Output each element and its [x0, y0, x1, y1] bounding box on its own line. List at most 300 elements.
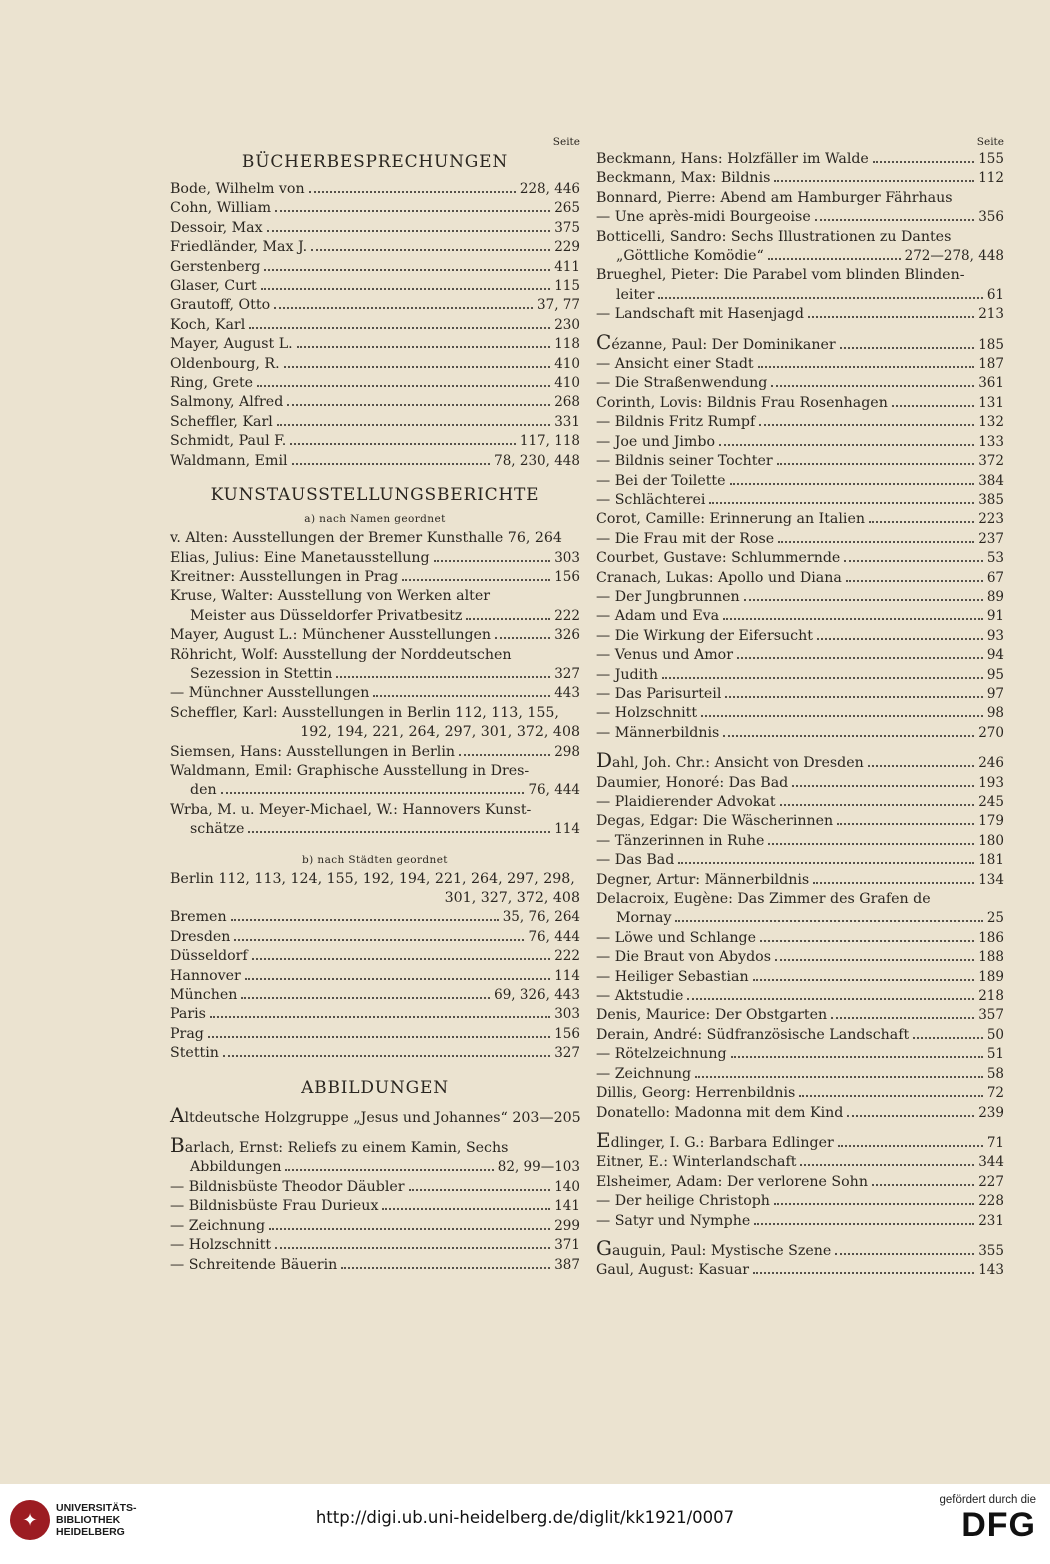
index-entry — [596, 1235, 1004, 1261]
entry-label: — Die Straßenwendung — [596, 375, 768, 392]
funder-block[interactable] — [939, 1494, 1036, 1544]
entry-pages: 114 — [554, 821, 580, 838]
dot-leader — [723, 618, 983, 620]
entry-pages: 357 — [978, 1007, 1004, 1024]
dot-leader — [495, 637, 550, 639]
entry-pages: 180 — [978, 832, 1004, 849]
dot-leader — [459, 754, 550, 756]
dot-leader — [287, 404, 550, 406]
entry-pages: 222 — [554, 948, 580, 965]
entry-pages: 410 — [554, 355, 580, 372]
index-entry — [596, 748, 1004, 773]
entry-pages: 298 — [554, 743, 580, 760]
entry-label: schätze — [190, 821, 245, 838]
entry-label: Waldmann, Emil: Graphische Ausstellung in Dres- — [170, 762, 530, 779]
entry-label: Corinth, Lovis: Bildnis Frau Rosenhagen — [596, 394, 888, 411]
dot-leader — [210, 1016, 550, 1018]
entry-pages: 93 — [986, 627, 1004, 644]
section-spacer — [170, 1064, 580, 1074]
entry-pages: 229 — [554, 239, 580, 256]
index-entry — [596, 1212, 1004, 1231]
dot-leader — [913, 1037, 983, 1039]
index-entry — [596, 189, 1004, 208]
dot-leader — [838, 1145, 983, 1147]
index-entry — [170, 928, 580, 947]
entry-pages: 35, 76, 264 — [502, 909, 580, 926]
entry-pages: 140 — [554, 1178, 580, 1195]
index-entry — [596, 329, 1004, 355]
index-entry — [596, 948, 1004, 967]
entry-pages: 387 — [554, 1256, 580, 1273]
section-spacer — [170, 840, 580, 850]
entry-label: Edlinger, I. G.: Barbara Edlinger — [596, 1127, 834, 1152]
index-entry — [596, 510, 1004, 529]
entry-label: — Münchner Ausstellungen — [170, 685, 370, 702]
entry-label: Corot, Camille: Erinnerung an Italien — [596, 511, 865, 528]
entry-label: Denis, Maurice: Der Obstgarten — [596, 1007, 828, 1024]
entry-label: Bode, Wilhelm von — [170, 181, 305, 197]
index-entry — [596, 1006, 1004, 1025]
seite-label: Seite — [976, 136, 1004, 148]
entry-label: — Joe und Jimbo — [596, 433, 716, 450]
index-entry — [596, 627, 1004, 646]
entry-label: Gerstenberg — [170, 258, 261, 275]
section-subheading: b) nach Städten geordnet — [302, 853, 448, 866]
dot-leader — [402, 579, 550, 581]
entry-label: v. Alten: Ausstellungen der Bremer Kunsthalle 76, 264 — [170, 530, 562, 547]
entry-pages: 91 — [986, 608, 1004, 625]
dot-leader — [208, 1036, 550, 1038]
entry-label: — Bei der Toilette — [596, 472, 726, 489]
entry-pages: 239 — [978, 1104, 1004, 1121]
index-entry — [596, 530, 1004, 549]
entry-pages: 303 — [554, 1006, 580, 1023]
dot-leader — [309, 191, 516, 193]
entry-label: Salmony, Alfred — [170, 394, 284, 411]
index-entry — [596, 890, 1004, 909]
dot-leader — [701, 715, 983, 717]
entry-label: — Die Frau mit der Rose — [596, 530, 775, 547]
entry-pages: 303 — [554, 549, 580, 566]
library-name: UNIVERSITÄTS- BIBLIOTHEK HEIDELBERG — [56, 1502, 137, 1538]
entry-label: Grautoff, Otto — [170, 297, 271, 314]
entry-pages: 355 — [978, 1242, 1004, 1259]
entry-pages: 246 — [978, 755, 1004, 772]
index-entry — [596, 1065, 1004, 1084]
entry-label: Wrba, M. u. Meyer-Michael, W.: Hannovers Kunst- — [170, 801, 532, 818]
dot-leader — [249, 327, 550, 329]
entry-label: Paris — [170, 1006, 206, 1023]
entry-pages: 361 — [978, 375, 1004, 392]
dot-leader — [768, 843, 974, 845]
index-entry — [170, 870, 580, 889]
entry-pages: 443 — [554, 685, 580, 702]
dot-leader — [284, 366, 551, 368]
entry-pages: 131 — [978, 394, 1004, 411]
entry-label: Röhricht, Wolf: Ausstellung der Norddeutschen — [170, 646, 512, 663]
entry-label: Gauguin, Paul: Mystische Szene — [596, 1235, 832, 1260]
entry-label: Beckmann, Max: Bildnis — [596, 170, 771, 187]
permalink-url[interactable]: http://digi.ub.uni-heidelberg.de/diglit/kk1921/0007 — [315, 1508, 735, 1527]
entry-pages: 37, 77 — [537, 297, 580, 314]
index-entry — [170, 258, 580, 277]
entry-label: — Das Parisurteil — [596, 685, 722, 702]
entry-pages: 118 — [554, 336, 580, 353]
index-entry — [170, 646, 580, 665]
entry-pages: 76, 444 — [528, 928, 580, 945]
entry-label: — Adam und Eva — [596, 608, 720, 625]
index-entry — [170, 908, 580, 927]
entry-pages: 228, 446 — [519, 181, 580, 197]
entry-label: — Satyr und Nymphe — [596, 1212, 751, 1229]
entry-label: — Judith — [596, 666, 658, 683]
entry-pages: 270 — [978, 724, 1004, 741]
dot-leader — [813, 882, 974, 884]
dot-leader — [800, 1164, 974, 1166]
entry-pages: 76, 444 — [528, 782, 580, 799]
entry-label: Botticelli, Sandro: Sechs Illustrationen zu Dantes — [596, 228, 952, 245]
entry-pages: 179 — [978, 813, 1004, 830]
entry-pages: 231 — [978, 1212, 1004, 1229]
entry-pages: 117, 118 — [519, 433, 580, 450]
index-entry — [170, 1217, 580, 1236]
entry-pages: 268 — [554, 394, 580, 411]
entry-label: — Der Jungbrunnen — [596, 588, 740, 605]
index-entry — [170, 665, 580, 684]
entry-label: — Rötelzeichnung — [596, 1046, 727, 1063]
entry-label: — Der heilige Christoph — [596, 1193, 770, 1210]
dot-leader — [248, 831, 550, 833]
entry-label: Beckmann, Hans: Holzfäller im Walde — [596, 151, 869, 167]
index-entry — [170, 762, 580, 781]
dot-leader — [760, 940, 974, 942]
dot-leader — [744, 599, 983, 601]
entry-label: Bremen — [170, 909, 227, 926]
index-entry — [170, 529, 580, 548]
index-entry — [170, 1025, 580, 1044]
entry-label: Siemsen, Hans: Ausstellungen in Berlin — [170, 743, 455, 760]
dot-leader — [775, 959, 974, 961]
footer-bar — [0, 1484, 1050, 1564]
dot-leader — [817, 638, 983, 640]
entry-label: Cézanne, Paul: Der Dominikaner — [596, 329, 836, 354]
entry-pages: 155 — [978, 151, 1004, 167]
entry-label: — Heiliger Sebastian — [596, 968, 749, 985]
dot-leader — [778, 541, 974, 543]
entry-label: den — [190, 782, 217, 799]
index-entry — [596, 588, 1004, 607]
index-entry — [596, 1084, 1004, 1103]
entry-label: — Bildnis Fritz Rumpf — [596, 414, 756, 431]
entry-pages: 78, 230, 448 — [494, 452, 580, 469]
index-entry — [170, 781, 580, 800]
entry-pages: 213 — [978, 306, 1004, 323]
entry-label: Altdeutsche Holzgruppe „Jesus und Johannes“ 203—205 — [170, 1102, 581, 1127]
dot-leader — [815, 219, 974, 221]
index-entry — [596, 929, 1004, 948]
dot-leader — [466, 618, 550, 620]
index-entry — [596, 433, 1004, 452]
entry-pages: 344 — [978, 1154, 1004, 1171]
dot-leader — [241, 997, 490, 999]
dot-leader — [719, 444, 974, 446]
index-entry — [596, 266, 1004, 285]
entry-pages: 53 — [986, 550, 1004, 567]
index-entry — [170, 1133, 580, 1158]
index-entry — [170, 432, 580, 451]
entry-pages: 272—278, 448 — [904, 248, 1004, 265]
index-entry — [596, 413, 1004, 432]
entry-label: „Göttliche Komödie“ — [616, 248, 764, 265]
entry-pages: 299 — [554, 1217, 580, 1234]
index-entry — [596, 472, 1004, 491]
entry-pages: 356 — [978, 209, 1004, 226]
dot-leader — [252, 958, 551, 960]
university-seal-icon: ✦ — [10, 1500, 50, 1540]
entry-pages: 186 — [978, 929, 1004, 946]
entry-label: — Tänzerinnen in Ruhe — [596, 832, 765, 849]
dot-leader — [297, 346, 551, 348]
funder-caption: gefördert durch die — [939, 1494, 1036, 1506]
entry-label: — Bildnis seiner Tochter — [596, 453, 773, 470]
dot-leader — [758, 366, 975, 368]
index-entry — [596, 1045, 1004, 1064]
entry-label: — Landschaft mit Hasenjagd — [596, 306, 804, 323]
right-column — [596, 136, 1004, 1281]
dot-leader — [753, 1272, 974, 1274]
entry-pages: 51 — [986, 1046, 1004, 1063]
dot-leader — [869, 521, 974, 523]
dot-leader — [341, 1267, 550, 1269]
index-entry — [596, 607, 1004, 626]
entry-label: — Bildnisbüste Theodor Däubler — [170, 1178, 405, 1195]
entry-label: — Zeichnung — [596, 1065, 692, 1082]
dot-leader — [837, 823, 974, 825]
entry-label: Dillis, Georg: Herrenbildnis — [596, 1085, 796, 1102]
dot-leader — [730, 483, 975, 485]
entry-pages: 112 — [978, 170, 1004, 187]
entry-label: Glaser, Curt — [170, 278, 257, 295]
dot-leader — [290, 443, 516, 445]
dot-leader — [277, 424, 550, 426]
entry-label: Brueghel, Pieter: Die Parabel vom blinden Blinden- — [596, 267, 965, 284]
dot-leader — [267, 230, 551, 232]
entry-label: Sezession in Stettin — [190, 665, 333, 682]
entry-label: Abbildungen — [190, 1159, 282, 1176]
index-entry — [596, 1127, 1004, 1153]
index-entry — [596, 305, 1004, 324]
dot-leader — [658, 297, 982, 299]
dot-leader — [835, 1253, 974, 1255]
index-entry — [170, 296, 580, 315]
index-entry — [596, 851, 1004, 870]
entry-label: München — [170, 987, 238, 1004]
index-entry — [170, 355, 580, 374]
index-entry — [170, 1044, 580, 1063]
index-entry — [170, 1005, 580, 1024]
entry-pages: 326 — [554, 627, 580, 644]
entry-pages: 189 — [978, 968, 1004, 985]
dot-leader — [759, 424, 974, 426]
entry-label: — Holzschnitt — [170, 1237, 272, 1254]
dot-leader — [847, 1115, 974, 1117]
entry-pages: 411 — [554, 258, 580, 275]
dot-leader — [771, 385, 974, 387]
dot-leader — [723, 735, 974, 737]
index-entry — [170, 889, 580, 908]
entry-pages: 227 — [978, 1173, 1004, 1190]
index-entry — [170, 743, 580, 762]
dot-leader — [868, 765, 974, 767]
index-entry — [170, 180, 580, 199]
dot-leader — [292, 463, 491, 465]
entry-label: — Das Bad — [596, 852, 675, 869]
index-entry — [170, 723, 580, 742]
left-column — [170, 136, 580, 1275]
entry-label: Derain, André: Südfranzösische Landschaft — [596, 1026, 910, 1043]
entry-label: 192, 194, 221, 264, 297, 301, 372, 408 — [300, 724, 580, 741]
dot-leader — [687, 998, 974, 1000]
index-entry — [170, 393, 580, 412]
dot-leader — [777, 463, 975, 465]
dot-leader — [257, 385, 550, 387]
dot-leader — [737, 657, 983, 659]
dot-leader — [754, 1223, 974, 1225]
entry-label: Degner, Artur: Männerbildnis — [596, 871, 810, 888]
index-entry — [170, 374, 580, 393]
entry-pages: 185 — [978, 336, 1004, 353]
entry-pages: 98 — [986, 705, 1004, 722]
index-entry — [170, 413, 580, 432]
index-entry — [170, 607, 580, 626]
index-entry — [170, 238, 580, 257]
index-entry — [596, 1173, 1004, 1192]
entry-label: — Die Wirkung der Eifersucht — [596, 627, 813, 644]
entry-pages: 228 — [978, 1193, 1004, 1210]
entry-pages: 410 — [554, 375, 580, 392]
dot-leader — [275, 1247, 550, 1249]
index-entry — [596, 355, 1004, 374]
index-entry — [596, 169, 1004, 188]
index-entry — [170, 1178, 580, 1197]
dot-leader — [373, 695, 550, 697]
index-entry — [596, 228, 1004, 247]
entry-label: Meister aus Düsseldorfer Privatbesitz — [190, 607, 463, 624]
entry-pages: 327 — [554, 1045, 580, 1062]
index-entry — [170, 947, 580, 966]
entry-pages: 193 — [978, 774, 1004, 791]
index-entry — [170, 587, 580, 606]
index-entry — [596, 724, 1004, 743]
dot-leader — [831, 1017, 974, 1019]
index-entry — [170, 1236, 580, 1255]
section-subheading: a) nach Namen geordnet — [304, 513, 446, 526]
entry-pages: 132 — [978, 414, 1004, 431]
entry-pages: 58 — [986, 1065, 1004, 1082]
entry-pages: 188 — [978, 949, 1004, 966]
dot-leader — [245, 978, 550, 980]
dot-leader — [275, 210, 550, 212]
entry-label: Dessoir, Max — [170, 219, 263, 236]
entry-label: — Holzschnitt — [596, 705, 698, 722]
section-heading: BÜCHERBESPRECHUNGEN — [241, 152, 509, 172]
dot-leader — [678, 862, 974, 864]
entry-label: Bonnard, Pierre: Abend am Hamburger Fährhaus — [596, 189, 953, 206]
entry-label: — Bildnisbüste Frau Durieux — [170, 1198, 379, 1215]
dot-leader — [261, 288, 550, 290]
index-entry — [596, 374, 1004, 393]
entry-label: Stettin — [170, 1045, 219, 1062]
entry-pages: 50 — [986, 1026, 1004, 1043]
entry-label: — Ansicht einer Stadt — [596, 356, 754, 373]
dot-leader — [725, 696, 982, 698]
entry-pages: 230 — [554, 316, 580, 333]
dot-leader — [731, 1056, 983, 1058]
entry-pages: 115 — [554, 278, 580, 295]
entry-label: — Löwe und Schlange — [596, 929, 756, 946]
index-entry — [596, 968, 1004, 987]
index-entry — [170, 452, 580, 471]
entry-label: — Schreitende Bäuerin — [170, 1256, 338, 1273]
dot-leader — [311, 249, 550, 251]
index-entry — [596, 871, 1004, 890]
entry-pages: 94 — [986, 647, 1004, 664]
dot-leader — [231, 919, 499, 921]
entry-pages: 141 — [554, 1198, 580, 1215]
entry-pages: 237 — [978, 530, 1004, 547]
entry-pages: 95 — [986, 666, 1004, 683]
index-entry — [596, 685, 1004, 704]
entry-pages: 331 — [554, 413, 580, 430]
entry-label: Kruse, Walter: Ausstellung von Werken alter — [170, 588, 491, 605]
entry-label: Koch, Karl — [170, 316, 246, 333]
index-entry — [596, 208, 1004, 227]
index-entry — [170, 986, 580, 1005]
dot-leader — [409, 1189, 551, 1191]
dot-leader — [774, 1203, 974, 1205]
entry-label: Donatello: Madonna mit dem Kind — [596, 1104, 844, 1121]
entry-pages: 69, 326, 443 — [494, 987, 580, 1004]
dot-leader — [285, 1169, 493, 1171]
dot-leader — [780, 804, 975, 806]
index-entry — [170, 684, 580, 703]
entry-label: — Zeichnung — [170, 1217, 266, 1234]
dot-leader — [872, 1184, 974, 1186]
entry-label: Scheffler, Karl: Ausstellungen in Berlin 112, 113, 155, — [170, 704, 559, 721]
index-entry — [170, 1197, 580, 1216]
entry-label: Prag — [170, 1025, 204, 1042]
index-entry — [596, 1104, 1004, 1123]
index-entry — [170, 704, 580, 723]
entry-pages: 372 — [978, 453, 1004, 470]
entry-label: — Aktstudie — [596, 988, 684, 1005]
index-entry — [596, 549, 1004, 568]
index-entry — [170, 335, 580, 354]
dot-leader — [808, 316, 974, 318]
index-entry — [596, 1153, 1004, 1172]
entry-label: Waldmann, Emil — [170, 452, 288, 469]
dot-leader — [264, 269, 550, 271]
dot-leader — [695, 1076, 983, 1078]
index-entry — [596, 832, 1004, 851]
entry-pages: 72 — [986, 1085, 1004, 1102]
entry-pages: 156 — [554, 1025, 580, 1042]
index-entry — [170, 801, 580, 820]
entry-label: — Venus und Amor — [596, 647, 733, 664]
dot-leader — [709, 502, 974, 504]
dot-leader — [382, 1208, 550, 1210]
entry-pages: 61 — [986, 286, 1004, 303]
